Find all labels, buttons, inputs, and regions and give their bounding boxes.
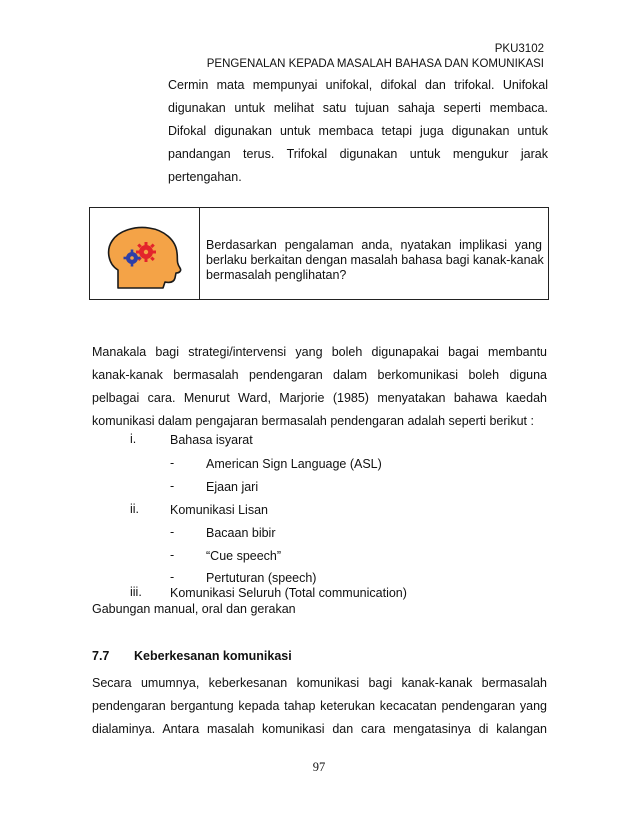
sublist-item: Bacaan bibir: [206, 526, 276, 540]
list-numeral: iii.: [130, 585, 142, 599]
intro-line: pandangan terus. Trifokal digunakan untuk mengukur jarak: [168, 147, 548, 161]
section-title: Keberkesanan komunikasi: [134, 649, 292, 663]
effectiveness-line: pendengaran bergantung kepada tahap keterukan kecacatan pendengaran yang: [92, 699, 547, 713]
intro-line: Cermin mata mempunyai unifokal, difokal dan trifokal. Unifokal: [168, 78, 548, 92]
strategy-paragraph: [92, 341, 547, 433]
page-number: 97: [312, 760, 326, 774]
section-number: 7.7: [92, 649, 110, 663]
sublist-dash: -: [170, 548, 175, 562]
activity-box: [89, 207, 549, 300]
activity-question: [206, 238, 542, 283]
effectiveness-line: Secara umumnya, keberkesanan komunikasi bagi kanak-kanak bermasalah: [92, 676, 547, 690]
list-item-label: Komunikasi Seluruh (Total communication): [170, 586, 407, 600]
head-with-gears-icon: [104, 226, 184, 292]
effectiveness-paragraph: [92, 672, 547, 741]
strategy-line: pelbagai cara. Menurut Ward, Marjorie (1985) menyatakan bahawa kaedah: [92, 391, 547, 405]
activity-line: Berdasarkan pengalaman anda, nyatakan implikasi yang: [206, 238, 542, 252]
sublist-dash: -: [170, 456, 175, 470]
strategy-line: Manakala bagi strategi/intervensi yang boleh digunapakai bagai membantu: [92, 345, 547, 359]
intro-line: digunakan untuk melihat satu tujuan sahaja seperti membaca.: [168, 101, 548, 115]
intro-line: Difokal digunakan untuk membaca tetapi juga digunakan untuk: [168, 124, 548, 138]
sublist-item: American Sign Language (ASL): [206, 457, 382, 471]
list-numeral: i.: [130, 432, 137, 446]
list-numeral: ii.: [130, 502, 140, 516]
sublist-dash: -: [170, 479, 175, 493]
activity-line: bermasalah penglihatan?: [206, 268, 347, 282]
list-item-label: Bahasa isyarat: [170, 433, 253, 447]
sublist-item: Pertuturan (speech): [206, 571, 317, 585]
sublist-dash: -: [170, 570, 175, 584]
sublist-item: Ejaan jari: [206, 480, 259, 494]
header-course-code: PKU3102: [494, 43, 544, 55]
activity-line: berlaku berkaitan dengan masalah bahasa bagi kanak-kanak: [206, 253, 544, 267]
sublist-dash: -: [170, 525, 175, 539]
effectiveness-line: dialaminya. Antara masalah komunikasi dan cara mengatasinya di kalangan: [92, 722, 547, 736]
strategy-line: komunikasi dalam pengajaran bermasalah pendengaran adalah seperti berikut :: [92, 414, 534, 428]
list-item-label: Komunikasi Lisan: [170, 503, 268, 517]
header-course-title: PENGENALAN KEPADA MASALAH BAHASA DAN KOMUNIKASI: [206, 58, 544, 70]
sublist-item: “Cue speech”: [206, 549, 282, 563]
intro-line: pertengahan.: [168, 170, 242, 184]
combination-text: Gabungan manual, oral dan gerakan: [92, 602, 296, 616]
strategy-line: kanak-kanak bermasalah pendengaran dalam berkomunikasi boleh diguna: [92, 368, 547, 382]
activity-box-divider: [199, 208, 200, 299]
intro-paragraph: [168, 74, 548, 189]
